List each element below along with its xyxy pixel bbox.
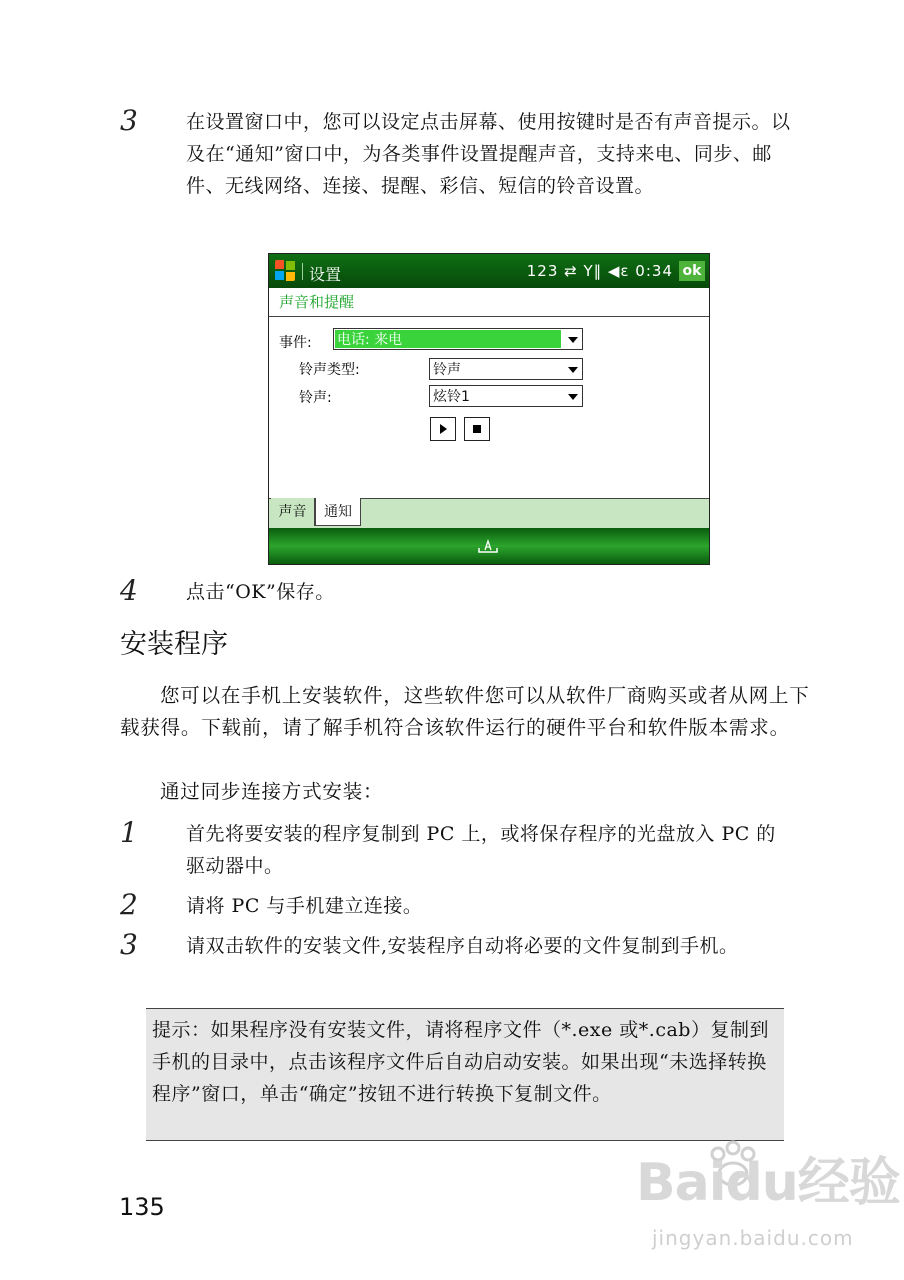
page-number: 135 bbox=[119, 1193, 165, 1221]
windows-start-icon[interactable] bbox=[275, 260, 297, 282]
step-text: 点击“OK”保存。 bbox=[186, 581, 335, 603]
section-title: 声音和提醒 bbox=[269, 288, 709, 317]
chevron-down-icon bbox=[568, 367, 578, 373]
keyboard-icon[interactable] bbox=[477, 538, 499, 554]
app-title: 设置 bbox=[309, 265, 342, 284]
ringtype-label: 铃声类型: bbox=[299, 362, 360, 378]
chevron-down-icon bbox=[568, 394, 578, 400]
install-step-2 bbox=[120, 890, 800, 922]
step-text: 请将 PC 与手机建立连接。 bbox=[186, 895, 423, 917]
ringtype-value: 铃声 bbox=[433, 362, 461, 378]
ring-label: 铃声: bbox=[299, 390, 332, 406]
tab-strip bbox=[269, 498, 709, 528]
play-icon bbox=[440, 424, 447, 434]
tab-sound[interactable]: 声音 bbox=[271, 498, 315, 526]
step-number: 2 bbox=[120, 888, 138, 921]
step-3-intro bbox=[120, 106, 800, 202]
install-step-3 bbox=[120, 930, 800, 962]
watermark-url: jingyan.baidu.com bbox=[652, 1226, 854, 1250]
tab-notification[interactable]: 通知 bbox=[315, 498, 361, 526]
sync-paragraph: 通过同步连接方式安装： bbox=[160, 780, 384, 803]
watermark-logo: Baidu经验 bbox=[636, 1153, 900, 1213]
step-number: 3 bbox=[120, 928, 138, 961]
title-separator bbox=[302, 263, 303, 280]
event-value: 电话: 来电 bbox=[337, 332, 403, 348]
step-text: 请双击软件的安装文件,安装程序自动将必要的文件复制到手机。 bbox=[186, 935, 739, 957]
play-button[interactable] bbox=[430, 417, 456, 441]
chevron-down-icon bbox=[568, 337, 578, 343]
status-icons: 123 ⇄ Y‖ ◀ε 0:34 bbox=[526, 262, 673, 280]
step-number: 3 bbox=[120, 104, 138, 137]
ring-value: 炫铃1 bbox=[433, 389, 470, 405]
ok-button[interactable]: ok bbox=[679, 261, 705, 281]
stop-icon bbox=[473, 425, 481, 433]
phone-screenshot bbox=[268, 253, 710, 565]
tip-box: 提示：如果程序没有安装文件，请将程序文件（*.exe 或*.cab）复制到手机的目录中，点击该程序文件后自动启动安装。如果出现“未选择转换程序”窗口，单击“确定”按钮不进行转换下复制文件。 bbox=[146, 1008, 784, 1141]
event-select[interactable] bbox=[333, 328, 583, 350]
step-text: 在设置窗口中，您可以设定点击屏幕、使用按键时是否有声音提示。以及在“通知”窗口中，为各类事件设置提醒声音，支持来电、同步、邮件、无线网络、连接、提醒、彩信、短信的铃音设置。 bbox=[186, 111, 791, 197]
ringtype-select[interactable] bbox=[429, 358, 583, 380]
soft-key-bar bbox=[269, 528, 709, 564]
install-step-1 bbox=[120, 818, 800, 882]
stop-button[interactable] bbox=[464, 417, 490, 441]
section-heading: 安装程序 bbox=[120, 629, 228, 660]
step-4 bbox=[120, 576, 800, 608]
intro-paragraph: 您可以在手机上安装软件，这些软件您可以从软件厂商购买或者从网上下载获得。下载前，请了解手机符合该软件运行的硬件平台和软件版本需求。 bbox=[120, 684, 810, 739]
step-number: 4 bbox=[120, 574, 138, 607]
event-label: 事件: bbox=[279, 335, 312, 351]
ring-select[interactable] bbox=[429, 385, 583, 407]
step-text: 首先将要安装的程序复制到 PC 上，或将保存程序的光盘放入 PC 的驱动器中。 bbox=[186, 823, 776, 877]
phone-title-bar bbox=[269, 254, 709, 288]
step-number: 1 bbox=[120, 816, 138, 849]
